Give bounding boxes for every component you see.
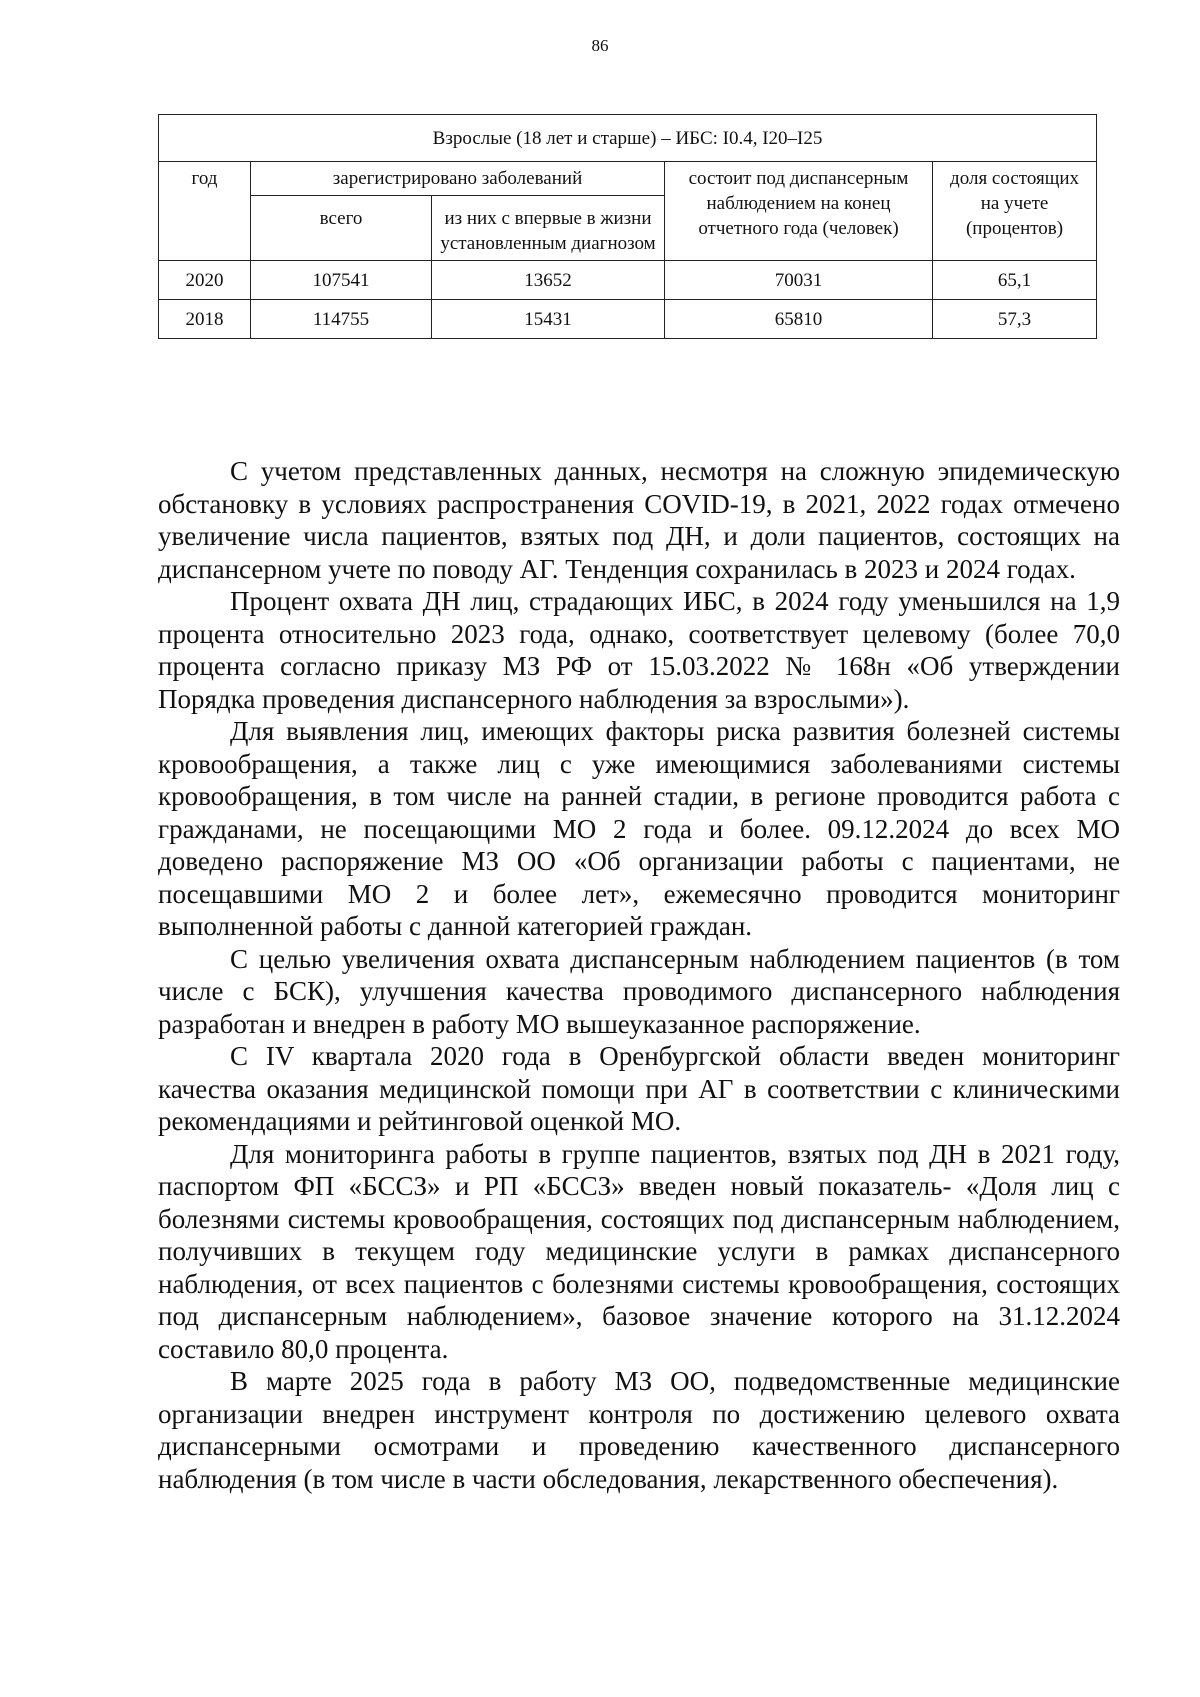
cell-dispensary: 65810 bbox=[665, 300, 933, 339]
cell-year: 2020 bbox=[159, 261, 251, 300]
header-share: доля состоящих на учете (процентов) bbox=[933, 162, 1097, 261]
paragraph: С целью увеличения охвата диспансерным наблюдением пациентов (в том числе с БСК), улучшения качества проводимого диспансерного наблюдения разработан и внедрен в работу МО вышеуказанное распоряжение. bbox=[158, 943, 1120, 1039]
header-year: год bbox=[159, 162, 251, 261]
header-registered: зарегистрировано заболеваний bbox=[251, 162, 665, 196]
cell-dispensary: 70031 bbox=[665, 261, 933, 300]
cell-first-time: 15431 bbox=[432, 300, 665, 339]
cell-year: 2018 bbox=[159, 300, 251, 339]
header-dispensary: состоит под диспансерным наблюдением на конец отчетного года (человек) bbox=[665, 162, 933, 261]
ibs-statistics-table bbox=[158, 114, 1097, 339]
body-text bbox=[158, 455, 1120, 1495]
cell-share: 65,1 bbox=[933, 261, 1097, 300]
header-total: всего bbox=[251, 196, 432, 261]
cell-first-time: 13652 bbox=[432, 261, 665, 300]
table-row bbox=[159, 300, 1097, 339]
paragraph: Для выявления лиц, имеющих факторы риска развития болезней системы кровообращения, а также лиц с уже имеющимися заболеваниями системы кровообращения, в том числе на ранней стадии, в регионе проводится работа с гражданами, не посещающими МО 2 года и более. 09.12.2024 до всех МО доведено распоряжение МЗ ОО «Об организации работы с пациентами, не посещавшими МО 2 и более лет», ежемесячно проводится мониторинг выполненной работы с данной категорией граждан. bbox=[158, 716, 1120, 941]
paragraph: В марте 2025 года в работу МЗ ОО, подведомственные медицинские организации внедрен инструмент контроля по достижению целевого охвата диспансерными осмотрами и проведению качественного диспансерного наблюдения (в том числе в части обследования, лекарственного обеспечения). bbox=[158, 1366, 1120, 1494]
paragraph: С IV квартала 2020 года в Оренбургской области введен мониторинг качества оказания медицинской помощи при АГ в соответствии с клиническими рекомендациями и рейтинговой оценкой МО. bbox=[158, 1041, 1120, 1136]
paragraph: Для мониторинга работы в группе пациентов, взятых под ДН в 2021 году, паспортом ФП «БССЗ» и РП «БССЗ» введен новый показатель- «Доля лиц с болезнями системы кровообращения, состоящих под диспансерным наблюдением, получивших в текущем году медицинские услуги в рамках диспансерного наблюдения, от всех пациентов с болезнями системы кровообращения, состоящих под диспансерным наблюдением», базовое значение которого на 31.12.2024 составило 80,0 процента. bbox=[158, 1138, 1120, 1364]
table-caption-row bbox=[159, 115, 1097, 162]
table-row bbox=[159, 261, 1097, 300]
cell-share: 57,3 bbox=[933, 300, 1097, 339]
page-number: 86 bbox=[591, 36, 609, 55]
table-caption: Взрослые (18 лет и старше) – ИБС: I0.4, I20–I25 bbox=[159, 115, 1097, 162]
table-header-row bbox=[159, 162, 1097, 196]
cell-total: 114755 bbox=[251, 300, 432, 339]
header-first-time: из них с впервые в жизни установленным диагнозом bbox=[432, 196, 665, 261]
paragraph: С учетом представленных данных, несмотря на сложную эпидемическую обстановку в условиях распространения COVID-19, в 2021, 2022 годах отмечено увеличение числа пациентов, взятых под ДН, и доли пациентов, состоящих на диспансерном учете по поводу АГ. Тенденция сохранилась в 2023 и 2024 годах. bbox=[158, 456, 1120, 584]
paragraph: Процент охвата ДН лиц, страдающих ИБС, в 2024 году уменьшился на 1,9 процента относительно 2023 года, однако, соответствует целевому (более 70,0 процента согласно приказу МЗ РФ от 15.03.2022 № 168н «Об утверждении Порядка проведения диспансерного наблюдения за взрослыми»). bbox=[158, 586, 1120, 714]
cell-total: 107541 bbox=[251, 261, 432, 300]
